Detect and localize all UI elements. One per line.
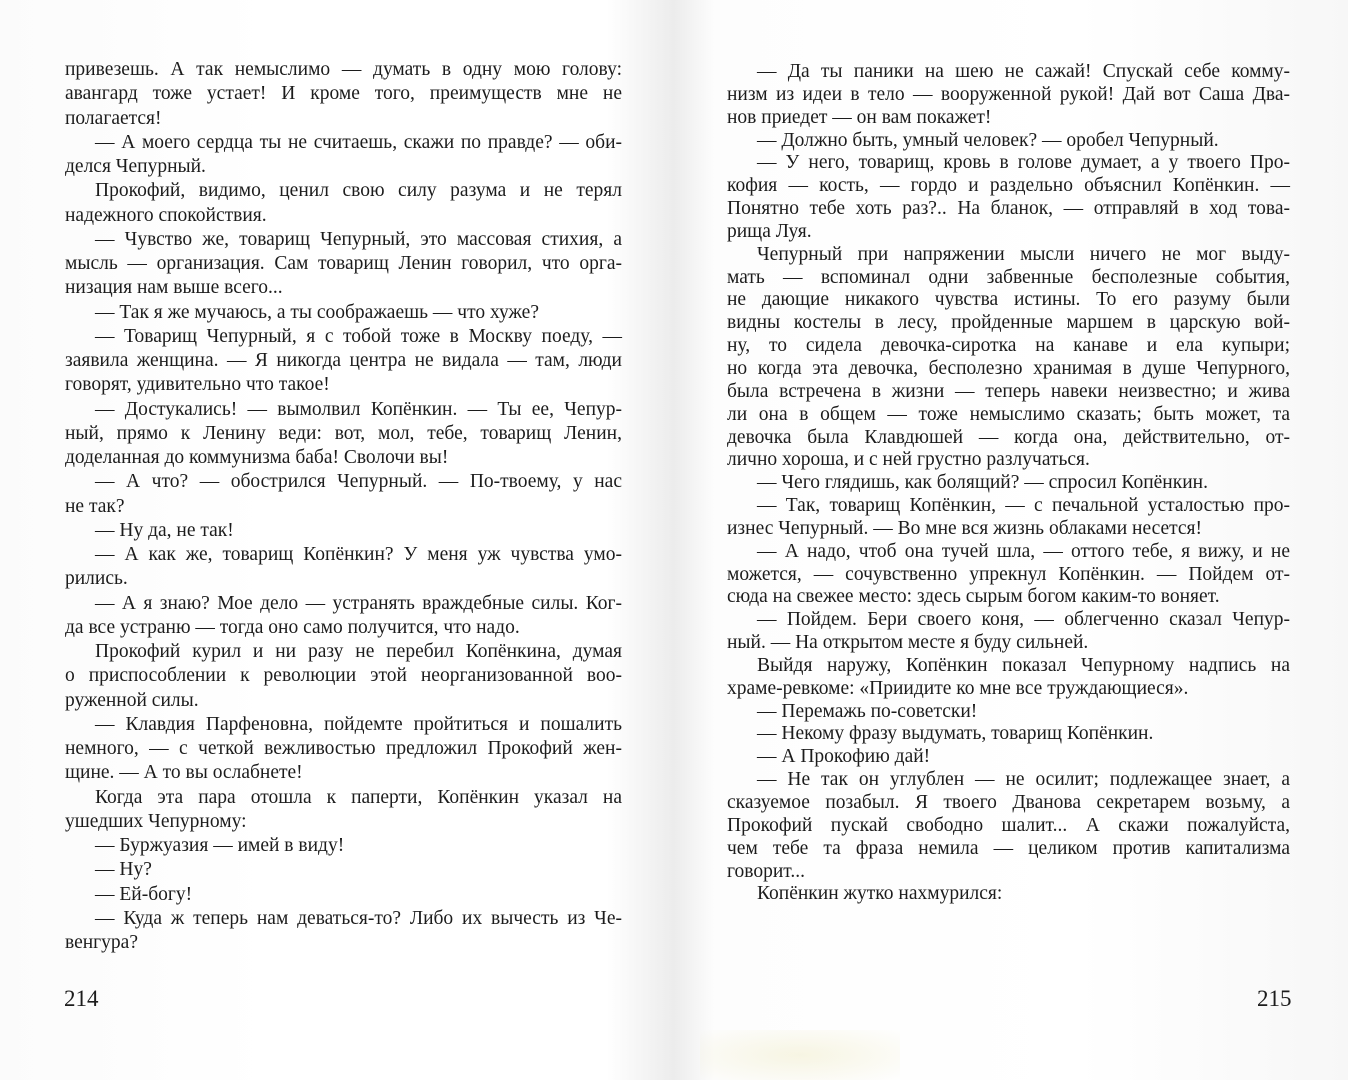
text-line: можется, — сочувственно упрекнул Копёнкин. — Пойдем от-	[727, 563, 1290, 585]
text-line: — Чувство же, товарищ Чепурный, это массовая стихия, а	[95, 228, 622, 250]
text-line: — А как же, товарищ Копёнкин? У меня уж чувства умо-	[95, 544, 622, 565]
text-line: — Чего глядишь, как болящий? — спросил Копёнкин.	[757, 472, 1208, 494]
text-line: — Клавдия Парфеновна, пойдемте пройтиться и пошалить	[95, 713, 622, 735]
text-line: лично хороша, и с ней грустно разлучаться.	[727, 449, 1090, 471]
page-number-right: 215	[1257, 986, 1292, 1011]
text-line: — Должно быть, умный человек? — оробел Чепурный.	[757, 129, 1219, 151]
text-line: рища Луя.	[727, 220, 812, 242]
text-line: Понятно тебе хоть раз?.. На бланок, — отправляй в ход това-	[727, 198, 1290, 220]
text-line: — Не так он углублен — не осилит; подлежащее знает, а	[757, 769, 1290, 791]
paragraph	[65, 58, 622, 131]
paragraph	[65, 519, 622, 543]
paragraph	[727, 541, 1290, 610]
text-line: — У него, товарищ, кровь в голове думает, а у твоего Про-	[757, 152, 1290, 174]
paragraph	[727, 609, 1290, 655]
text-line: Прокофий, видимо, ценил свою силу разума и не терял	[95, 180, 622, 202]
text-line: да все устраню — тогда оно само получится, что надо.	[65, 616, 520, 638]
paragraph	[65, 179, 622, 228]
text-line: Выйдя наружу, Копёнкин показал Чепурному надпись на	[757, 654, 1290, 676]
paragraph	[727, 655, 1290, 701]
paragraph	[65, 228, 622, 301]
text-line: о приспособлении к революции этой неорганизованной воо-	[65, 665, 622, 687]
text-line: сказуемое позабыл. Я твоего Дванова секретарем возьму, а	[727, 792, 1290, 813]
text-line: — А я знаю? Мое дело — устранять враждебные силы. Ког-	[95, 592, 622, 614]
text-line: нов приедет — он вам покажет!	[727, 106, 992, 128]
text-line: привезешь. А так немыслимо — думать в одну мою голову:	[65, 59, 622, 80]
paragraph	[65, 131, 622, 180]
text-line: но когда эта девочка, бесполезно хранимая в душе Чепурного,	[727, 357, 1290, 379]
paragraph	[727, 61, 1290, 130]
paragraph	[65, 640, 622, 713]
paragraph	[65, 858, 622, 882]
text-line: — А моего сердца ты не считаешь, скажи по правде? — оби-	[95, 131, 622, 153]
text-line: Прокофий пускай свободно шалит... А скажи пожалуйста,	[727, 814, 1290, 836]
text-line: — Достукались! — вымолвил Копёнкин. — Ты ее, Чепур-	[95, 398, 622, 420]
right-page-text	[727, 61, 1290, 906]
text-line: — Некому фразу выдумать, товарищ Копёнкин.	[757, 723, 1154, 745]
text-line: — Ей-богу!	[95, 883, 193, 905]
text-line: ушедших Чепурному:	[65, 810, 247, 832]
text-line: ный. — На открытом месте я буду сильней.	[727, 632, 1089, 654]
paragraph	[65, 713, 622, 786]
text-line: делся Чепурный.	[65, 156, 206, 177]
text-line: ный, прямо к Ленину веди: вот, мол, тебе, товарищ Ленин,	[65, 422, 622, 444]
text-line: низация нам выше всего...	[65, 277, 283, 299]
paragraph	[65, 592, 622, 641]
text-line: была встречена в жизни — теперь навеки неизвестно; и жива	[727, 380, 1290, 402]
text-line: — Куда ж теперь нам деваться-то? Либо их вычесть из Че-	[95, 907, 622, 929]
text-line: — Ну?	[95, 859, 152, 881]
text-line: — А Прокофию дай!	[757, 746, 931, 768]
paragraph	[727, 472, 1290, 495]
paragraph	[727, 883, 1290, 906]
paragraph	[727, 495, 1290, 541]
text-line: — А что? — обострился Чепурный. — По-твоему, у нас	[95, 471, 622, 493]
text-line: — Буржуазия — имей в виду!	[95, 835, 345, 856]
left-page-text	[65, 58, 622, 955]
paper-tint	[700, 1030, 900, 1080]
paragraph	[727, 769, 1290, 883]
text-line: Копёнкин жутко нахмурился:	[757, 883, 1003, 905]
text-line: чем тебе та фраза немила — целиком против капитализма	[727, 837, 1290, 859]
paragraph	[727, 746, 1290, 769]
text-line: немного, — с четкой вежливостью предложил Прокофий жен-	[65, 738, 622, 759]
paragraph	[65, 907, 622, 956]
text-line: мысль — организация. Сам товарищ Ленин говорил, что орга-	[65, 253, 622, 274]
paragraph	[727, 701, 1290, 724]
text-line: девочка была Клавдюшей — когда она, действительно, от-	[727, 426, 1290, 448]
text-line: — Перемажь по-советски!	[757, 700, 978, 722]
text-line: Чепурный при напряжении мысли ничего не мог выду-	[757, 243, 1290, 265]
text-line: мать — вспоминал одни забвенные бесполезные события,	[727, 266, 1290, 288]
text-line: ну, то сидела девочка-сиротка на канаве и ела купыри;	[727, 335, 1290, 357]
text-line: не дающие никакого чувства истины. То его разуму были	[727, 289, 1290, 311]
text-line: — Ну да, не так!	[95, 519, 234, 541]
text-line: полагается!	[65, 107, 162, 129]
text-line: — Товарищ Чепурный, я с тобой тоже в Москву поеду, —	[95, 325, 622, 347]
text-line: руженной силы.	[65, 689, 199, 711]
paragraph	[65, 325, 622, 398]
text-line: заявила женщина. — Я никогда центра не видала — там, люди	[65, 350, 622, 371]
paragraph	[65, 398, 622, 471]
text-line: низм из идеи в тело — вооруженной рукой! Дай вот Саша Два-	[727, 83, 1290, 105]
text-line: не так?	[65, 495, 125, 517]
text-line: храме-ревкоме: «Приидите ко мне все труждающиеся».	[727, 677, 1189, 699]
text-line: — Да ты паники на шею не сажай! Спускай себе комму-	[757, 61, 1290, 82]
text-line: кофия — кость, — гордо и раздельно объяснил Копёнкин. —	[727, 175, 1290, 197]
paragraph	[65, 834, 622, 858]
text-line: говорит...	[727, 860, 805, 882]
page-number-left: 214	[64, 986, 99, 1011]
paragraph	[727, 723, 1290, 746]
text-line: Когда эта пара отошла к паперти, Копёнкин указал на	[95, 786, 622, 808]
text-line: венгура?	[65, 932, 138, 953]
text-line: — А надо, чтоб она тучей шла, — оттого тебе, я вижу, и не	[757, 540, 1290, 562]
paragraph	[65, 543, 622, 592]
text-line: говорят, удивительно что такое!	[65, 374, 330, 396]
text-line: Прокофий курил и ни разу не перебил Копёнкина, думая	[95, 641, 622, 662]
text-line: — Пойдем. Бери своего коня, — облегченно сказал Чепур-	[757, 609, 1290, 631]
paragraph	[65, 470, 622, 519]
text-line: сюда на свежее место: здесь сырым богом каким-то воняет.	[727, 586, 1220, 608]
text-line: изнес Чепурный. — Во мне вся жизнь облаками несется!	[727, 517, 1203, 539]
text-line: доделанная до коммунизма баба! Сволочи вы!	[65, 447, 449, 468]
text-line: надежного спокойствия.	[65, 204, 267, 226]
text-line: — Так я же мучаюсь, а ты соображаешь — что хуже?	[95, 301, 539, 323]
paragraph	[727, 152, 1290, 243]
text-line: видны костелы в лесу, пройденные маршем в царскую вой-	[727, 312, 1290, 334]
text-line: авангард тоже устает! И кроме того, преимуществ мне не	[65, 83, 622, 105]
text-line: — Так, товарищ Копёнкин, — с печальной усталостью про-	[757, 495, 1290, 517]
text-line: щине. — А то вы ослабнете!	[65, 762, 303, 784]
paragraph	[727, 244, 1290, 472]
paragraph	[727, 130, 1290, 153]
paragraph	[65, 301, 622, 325]
paragraph	[65, 786, 622, 835]
text-line: рились.	[65, 568, 128, 590]
text-line: ли она в общем — тоже немыслимо сказать; быть может, та	[727, 403, 1290, 425]
paragraph	[65, 883, 622, 907]
